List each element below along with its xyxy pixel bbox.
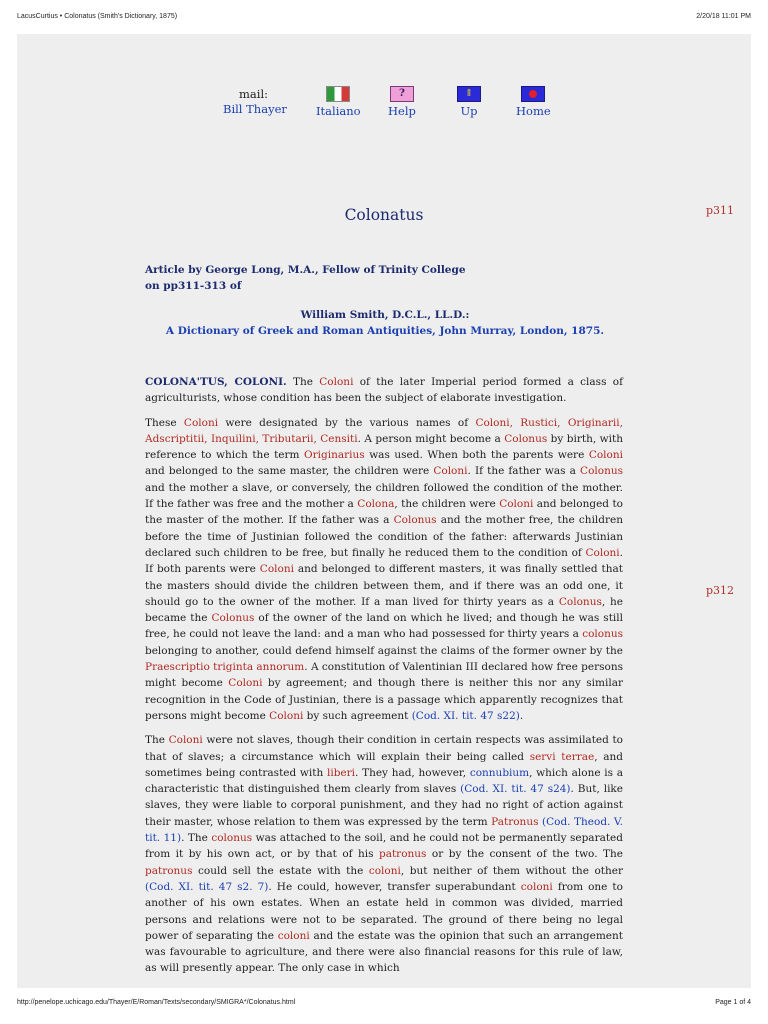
- text-run: and belonged to the master of the mother. If the father was a: [145, 498, 624, 527]
- citation-link[interactable]: (Cod. Theod. V. tit. 11): [145, 815, 623, 845]
- text-run: .: [519, 709, 524, 722]
- help-icon: ?: [390, 86, 414, 102]
- latin-term: Patronus: [491, 815, 539, 828]
- text-run: The: [145, 734, 169, 747]
- home-label: Home: [516, 104, 551, 118]
- text-run: and belonged to different masters, it was finally settled that the masters should divide the children between them, and if there was an odd one, it should go to the owner of the mother. If a man lived for thirty years as a: [145, 563, 623, 608]
- page-content: [17, 34, 751, 988]
- text-run: These: [145, 416, 184, 429]
- text-run: and belonged to the same master, the children were: [145, 465, 434, 478]
- print-header-date: 2/20/18 11:01 PM: [696, 13, 751, 20]
- italiano-link[interactable]: [316, 86, 361, 118]
- latin-term: colonus: [582, 628, 623, 641]
- text-run: , he became the: [145, 595, 623, 625]
- latin-term: coloni: [368, 864, 401, 877]
- citation-link[interactable]: (Cod. XI. tit. 47 s24): [460, 783, 571, 796]
- mail-link[interactable]: [223, 102, 287, 116]
- text-run: was attached to the soil, and he could not be permanently separated from it by his own act, or by that of his: [145, 832, 623, 861]
- text-run: was used. When both the parents were: [364, 449, 589, 462]
- latin-term: Coloni: [433, 465, 468, 478]
- latin-term: Coloni: [319, 376, 354, 388]
- paragraph-1: [145, 374, 623, 407]
- latin-term: Colonus: [393, 514, 437, 527]
- text-run: by agreement; and though there is neither this nor any similar recognition in the Code of Justinian, there is a passage which apparently recognizes that persons might become: [145, 677, 623, 722]
- latin-term: coloni: [277, 929, 310, 942]
- italian-flag-icon: [326, 86, 350, 102]
- latin-term: Coloni: [585, 546, 620, 559]
- text-run: of the later Imperial period formed a class of agriculturists, whose condition has been the subject of elaborate investigation.: [145, 376, 623, 405]
- home-icon: [521, 86, 545, 102]
- print-footer-page: Page 1 of 4: [715, 999, 751, 1006]
- latin-term: Praescriptio triginta annorum: [145, 661, 305, 674]
- text-run: The: [286, 376, 320, 388]
- print-footer: [0, 995, 768, 1024]
- source-citation: [145, 307, 625, 339]
- latin-term: Coloni: [499, 498, 534, 511]
- up-link[interactable]: [457, 86, 481, 118]
- home-link[interactable]: [516, 86, 551, 118]
- mail-label: mail:: [239, 87, 268, 101]
- text-run: and the estate was the opinion that such an arrangement was favourable to agriculture, and there were also financial reasons for this rule of law, as will presently appear. The only case in which: [145, 929, 623, 975]
- credits-line-1: Article by George Long, M.A., Fellow of Trinity College: [145, 264, 466, 276]
- latin-term: Colonus: [504, 432, 548, 445]
- text-run: from one to another of his own estates. When an estate held in common was divided, married persons and relations were not to be separated. The ground of there being no legal power of separating the: [145, 880, 623, 942]
- latin-term: Coloni: [259, 563, 294, 576]
- latin-term: liberi: [326, 766, 356, 779]
- latin-term: colonus: [211, 832, 253, 845]
- italiano-label: Italiano: [316, 104, 361, 118]
- navigation-bar: [17, 86, 751, 126]
- text-run: . A person might become a: [357, 432, 505, 445]
- text-run: . But, like slaves, they were liable to corporal punishment, and they had no right of action against their master, whose relation to them was expressed by the term: [145, 783, 624, 828]
- source-author: William Smith, D.C.L., LL.D.:: [300, 309, 470, 321]
- up-arrow-icon: ⇑: [457, 86, 481, 102]
- latin-term: Coloni: [183, 416, 219, 429]
- text-run: or by the consent of the two. The: [426, 848, 623, 861]
- text-run: . If the father was a: [467, 465, 581, 478]
- latin-term: Colona: [357, 498, 395, 511]
- print-header-title: LacusCurtius • Colonatus (Smith's Dictionary, 1875): [17, 13, 178, 20]
- text-run: were not slaves, though their condition in certain respects was assimilated to that of slaves; a circumstance which will explain their being called: [145, 734, 623, 763]
- text-run: . If both parents were: [145, 546, 623, 576]
- latin-term: patronus: [145, 864, 193, 877]
- help-label: Help: [388, 104, 416, 118]
- paragraph-3: [145, 732, 623, 976]
- latin-term: Coloni: [228, 677, 263, 690]
- latin-term: Coloni: [168, 734, 203, 747]
- latin-term: Coloni: [269, 709, 304, 722]
- text-run: . A constitution of Valentinian III declared how free persons might become: [145, 661, 623, 690]
- text-run: of the owner of the land on which he lived; and though he was still free, he could not leave the land: and a man who had possessed for thirty years a: [145, 612, 623, 641]
- text-run: and the mother a slave, or conversely, the children followed the condition of the mother. If the father was free and the mother a: [145, 481, 623, 511]
- latin-term: coloni: [520, 880, 553, 893]
- latin-term: patronus: [378, 848, 427, 861]
- text-run: , which alone is a characteristic that distinguished them clearly from slaves: [145, 766, 623, 796]
- text-run: . The: [181, 832, 212, 845]
- text-run: by such agreement: [303, 709, 412, 722]
- latin-term: Coloni: [588, 449, 623, 462]
- article-credits: [145, 262, 625, 294]
- citation-link[interactable]: (Cod. XI. tit. 47 s2. 7): [145, 880, 269, 893]
- text-run: could sell the estate with the: [192, 864, 369, 877]
- glossary-link[interactable]: connubium: [469, 766, 530, 779]
- text-run: , and sometimes being contrasted with: [145, 750, 624, 779]
- latin-term: Coloni, Rustici, Originarii, Adscriptitii, Inquilini, Tributarii, Censiti: [145, 416, 623, 445]
- source-work-link[interactable]: A Dictionary of Greek and Roman Antiquities, John Murray, London, 1875.: [165, 325, 605, 337]
- text-run: were designated by the various names of: [218, 416, 476, 429]
- page-title: Colonatus: [344, 206, 424, 224]
- article-body: [145, 374, 623, 985]
- credits-line-2: on pp311‑313 of: [145, 280, 242, 292]
- page-marker-p312[interactable]: p312: [706, 584, 735, 597]
- text-run: . He could, however, transfer superabundant: [268, 880, 521, 893]
- text-run: , the children were: [394, 498, 500, 511]
- text-run: belonging to another, could defend himself against the claims of the former owner by the: [145, 644, 623, 657]
- page-marker-p311[interactable]: p311: [706, 204, 735, 217]
- text-run: by birth, with reference to which the term: [145, 432, 623, 462]
- up-label: Up: [460, 104, 478, 118]
- latin-term: Originarius: [304, 449, 365, 462]
- text-run: , but neither of them without the other: [400, 864, 623, 877]
- print-footer-url: http://penelope.uchicago.edu/Thayer/E/Roman/Texts/secondary/SMIGRA*/Colonatus.html: [17, 999, 296, 1006]
- print-header: [0, 0, 768, 30]
- latin-term: Colonus: [580, 465, 623, 478]
- citation-link[interactable]: (Cod. XI. tit. 47 s22): [411, 709, 520, 722]
- latin-term: servi terrae: [529, 750, 595, 763]
- text-run: . They had, however,: [355, 766, 470, 779]
- latin-term: Colonus: [558, 595, 602, 608]
- help-link[interactable]: [388, 86, 416, 118]
- mail-name: Bill Thayer: [223, 102, 287, 116]
- lemma: COLONA'TUS, COLONI.: [145, 376, 287, 388]
- latin-term: Colonus: [211, 612, 255, 625]
- text-run: and the mother free, the children before the time of Justinian followed the condition of the father: afterwards Justinian declared such children to be free, but finally he reduced them to the condition of: [145, 514, 624, 559]
- paragraph-2: [145, 415, 623, 725]
